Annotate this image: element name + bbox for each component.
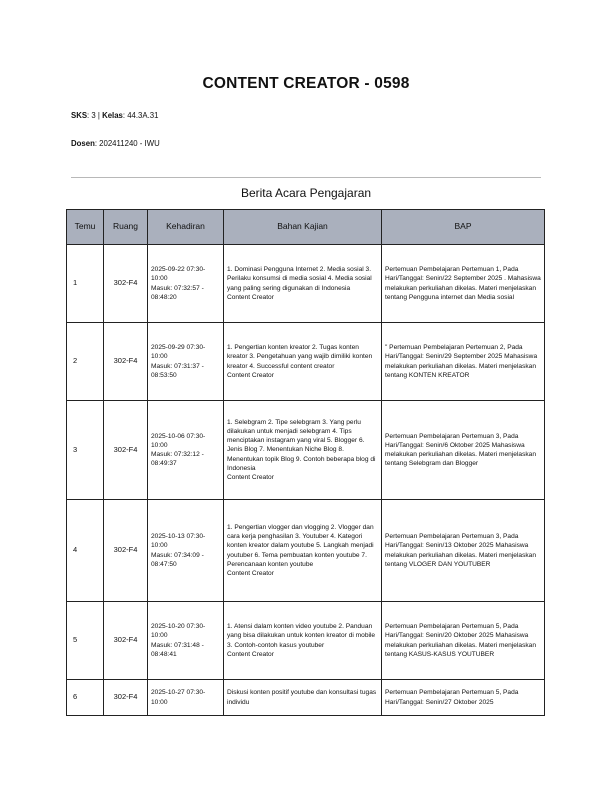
dosen-label: Dosen <box>71 139 95 148</box>
table-row <box>67 500 545 602</box>
divider <box>71 177 541 178</box>
cell-bahan-kajian: 1. Pengertian konten kreator 2. Tugas konten kreator 3. Pengetahuan yang wajib dimiliki konten kreator 4. Successful content creator Content Creator <box>224 323 382 401</box>
cell-bap: Pertemuan Pembelajaran Pertemuan 5, Pada Hari/Tanggal: Senin/27 Oktober 2025 <box>382 680 545 716</box>
cell-kehadiran: 2025-10-20 07:30- 10:00 Masuk: 07:31:48 - 08:48:41 <box>148 602 224 680</box>
table-row <box>67 680 545 716</box>
cell-bahan-kajian: 1. Selebgram 2. Tipe selebgram 3. Yang perlu dilakukan untuk menjadi selebgram 4. Tips menciptakan instagram yang viral 5. Blogger 6. Jenis Blog 7. Menentukan Niche Blog 8. Menentukan topik Blog 9. Contoh beberapa blog di Indonesia Content Creator <box>224 401 382 500</box>
cell-ruang: 302-F4 <box>104 602 148 680</box>
cell-bap: Pertemuan Pembelajaran Pertemuan 1, Pada Hari/Tanggal: Senin/22 September 2025 . Mahasiswa melakukan perkuliahan dikelas. Materi menjelaskan tentang Pengguna internet dan Media sosial <box>382 245 545 323</box>
cell-bap: Pertemuan Pembelajaran Pertemuan 5, Pada Hari/Tanggal: Senin/20 Oktober 2025 Mahasiswa melakukan perkuliahan dikelas. Materi menjelaskan tentang KASUS-KASUS YOUTUBER <box>382 602 545 680</box>
cell-temu: 4 <box>67 500 104 602</box>
lecturer-info-line <box>71 139 160 148</box>
cell-bahan-kajian: Diskusi konten positif youtube dan konsultasi tugas individu <box>224 680 382 716</box>
cell-ruang: 302-F4 <box>104 323 148 401</box>
header-ruang: Ruang <box>104 210 148 245</box>
cell-ruang: 302-F4 <box>104 245 148 323</box>
table-row <box>67 245 545 323</box>
cell-ruang: 302-F4 <box>104 401 148 500</box>
cell-kehadiran: 2025-10-27 07:30- 10:00 <box>148 680 224 716</box>
cell-kehadiran: 2025-09-22 07:30- 10:00 Masuk: 07:32:57 - 08:48:20 <box>148 245 224 323</box>
header-temu: Temu <box>67 210 104 245</box>
cell-kehadiran: 2025-09-29 07:30- 10:00 Masuk: 07:31:37 - 08:53:50 <box>148 323 224 401</box>
cell-ruang: 302-F4 <box>104 500 148 602</box>
cell-bap: Pertemuan Pembelajaran Pertemuan 3, Pada Hari/Tanggal: Senin/6 Oktober 2025 Mahasiswa melakukan perkuliahan dikelas. Materi menjelaskan tentang Selebgram dan Blogger <box>382 401 545 500</box>
cell-bap: Pertemuan Pembelajaran Pertemuan 3, Pada Hari/Tanggal: Senin/13 Oktober 2025 Mahasiswa melakukan perkuliahan dikelas. Materi menjelaskan tentang VLOGER DAN YOUTUBER <box>382 500 545 602</box>
cell-temu: 3 <box>67 401 104 500</box>
kelas-label: Kelas <box>102 111 123 120</box>
cell-bahan-kajian: 1. Pengertian vlogger dan vlogging 2. Vlogger dan cara kerja penghasilan 3. Youtuber 4. Kategori konten kreator dalam youtube 5. Langkah menjadi youtuber 6. Tema pembuatan konten youtube 7. Perencanaan konten youtube Content Creator <box>224 500 382 602</box>
cell-bahan-kajian: 1. Dominasi Pengguna Internet 2. Media sosial 3. Perilaku konsumsi di media sosial 4. Media sosial yang paling sering digunakan di Indonesia Content Creator <box>224 245 382 323</box>
cell-temu: 2 <box>67 323 104 401</box>
header-kehadiran: Kehadiran <box>148 210 224 245</box>
table-row <box>67 602 545 680</box>
sks-label: SKS <box>71 111 88 120</box>
cell-ruang: 302-F4 <box>104 680 148 716</box>
table-row <box>67 401 545 500</box>
table-row <box>67 323 545 401</box>
table-header-row <box>67 210 545 245</box>
section-title: Berita Acara Pengajaran <box>240 186 372 200</box>
cell-bahan-kajian: 1. Atensi dalam konten video youtube 2. Panduan yang bisa dilakukan untuk konten kreator di mobile 3. Contoh-contoh kasus youtuber Content Creator <box>224 602 382 680</box>
cell-bap: " Pertemuan Pembelajaran Pertemuan 2, Pada Hari/Tanggal: Senin/29 September 2025 Mahasiswa melakukan perkuliahan dikelas. Materi menjelaskan tentang KONTEN KREATOR <box>382 323 545 401</box>
course-title: CONTENT CREATOR - 0598 <box>202 75 410 92</box>
course-info-line <box>71 111 158 120</box>
cell-kehadiran: 2025-10-06 07:30- 10:00 Masuk: 07:32:12 - 08:49:37 <box>148 401 224 500</box>
cell-temu: 6 <box>67 680 104 716</box>
cell-temu: 5 <box>67 602 104 680</box>
teaching-record-table <box>66 209 545 716</box>
dosen-value: : 202411240 - IWU <box>94 139 160 148</box>
cell-temu: 1 <box>67 245 104 323</box>
kelas-value: : 44.3A.31 <box>122 111 159 120</box>
cell-kehadiran: 2025-10-13 07:30- 10:00 Masuk: 07:34:09 - 08:47:50 <box>148 500 224 602</box>
sks-value: : 3 | <box>87 111 103 120</box>
header-bap: BAP <box>382 210 545 245</box>
header-bahan-kajian: Bahan Kajian <box>224 210 382 245</box>
